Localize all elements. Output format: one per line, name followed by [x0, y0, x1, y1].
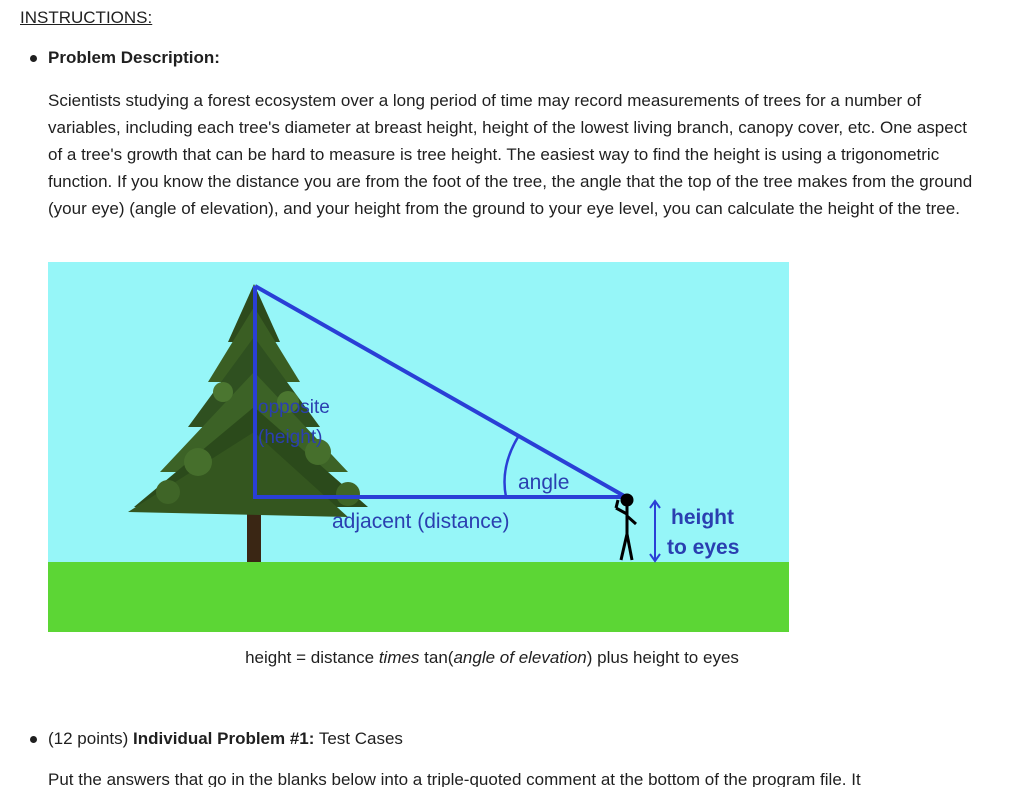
bullet-icon — [30, 736, 37, 743]
individual-problem-title: Individual Problem #1: — [133, 729, 315, 748]
instructions-heading: INSTRUCTIONS: — [20, 8, 153, 27]
caption-part-1: height = distance — [245, 648, 379, 667]
angle-label: angle — [518, 471, 570, 494]
caption-times: times — [378, 648, 420, 667]
grass — [48, 562, 789, 632]
caption-part-3: ) plus height to eyes — [586, 648, 739, 667]
problem-description-title: Problem Description: — [48, 48, 220, 67]
problem-points: (12 points) — [48, 729, 134, 748]
problem-description-bullet — [30, 48, 220, 68]
opposite-label: opposite — [258, 397, 330, 418]
height-to-eyes-label-1: height — [671, 506, 734, 529]
adjacent-label: adjacent (distance) — [332, 510, 510, 533]
height-label: (height) — [258, 427, 323, 448]
caption-part-2: tan( — [419, 648, 454, 667]
tree-height-diagram — [48, 262, 789, 632]
individual-problem-text: Put the answers that go in the blanks below into a triple-quoted comment at the bottom of the program file. It — [48, 770, 861, 787]
caption-angle-of-elevation: angle of elevation — [453, 648, 587, 667]
bullet-icon — [30, 55, 37, 62]
height-to-eyes-label-2: to eyes — [667, 536, 740, 559]
individual-problem-bullet — [30, 729, 403, 749]
formula-caption — [0, 648, 984, 668]
problem-description-text: Scientists studying a forest ecosystem over a long period of time may record measurements of trees for a number of variables, including each tree's diameter at breast height, height of the lowest living branch, canopy cover, etc. One aspect of a tree's growth that can be hard to measure is tree height. The easiest way to find the height is using a trigonometric function. If you know the distance you are from the foot of the tree, the angle that the top of the tree makes from the ground (your eye) (angle of elevation), and your height from the ground to your eye level, you can calculate the height of the tree. — [48, 91, 973, 218]
individual-problem-suffix: Test Cases — [314, 729, 403, 748]
